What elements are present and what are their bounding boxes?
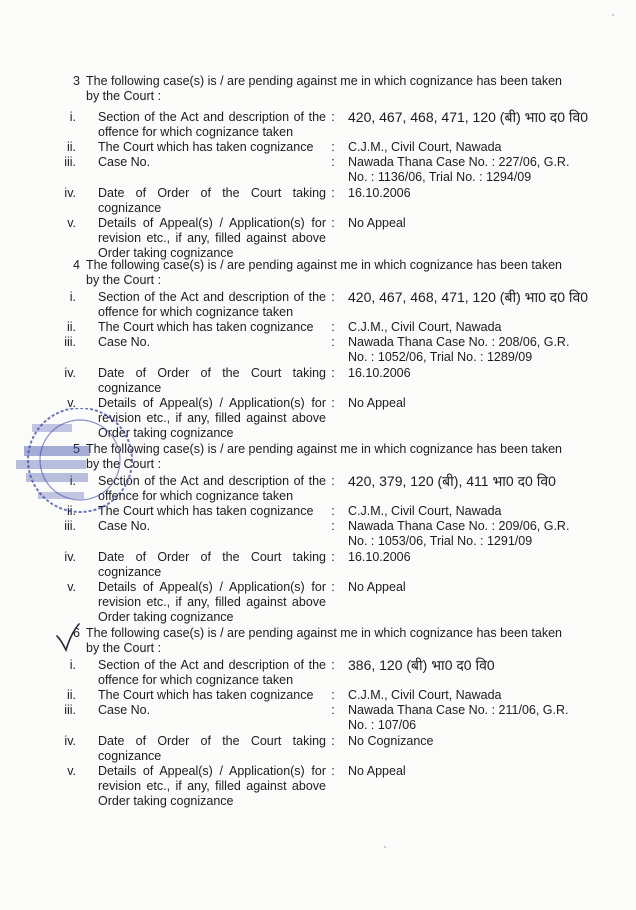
row-label: Section of the Act and description of the offence for which cognizance taken bbox=[98, 110, 326, 139]
colon: : bbox=[331, 186, 335, 200]
row-label: Details of Appeal(s) / Application(s) for revision etc., if any, filled against above Order taking cognizance bbox=[98, 396, 326, 440]
section-heading: The following case(s) is / are pending against me in which cognizance has been taken by the Court : bbox=[86, 74, 562, 103]
colon: : bbox=[331, 290, 335, 304]
row-number: iii. bbox=[64, 155, 76, 169]
row-number: iv. bbox=[64, 550, 76, 564]
row-value: 16.10.2006 bbox=[348, 550, 411, 564]
row-label: Details of Appeal(s) / Application(s) for revision etc., if any, filled against above Order taking cognizance bbox=[98, 580, 326, 624]
colon: : bbox=[331, 703, 335, 717]
section-number: 3 bbox=[73, 74, 80, 88]
row-number: ii. bbox=[66, 140, 76, 154]
row-number: v. bbox=[67, 216, 76, 230]
row-number: iii. bbox=[64, 335, 76, 349]
section-heading: The following case(s) is / are pending against me in which cognizance has been taken by the Court : bbox=[86, 442, 562, 471]
row-label: Case No. bbox=[98, 335, 151, 349]
section-number: 5 bbox=[73, 442, 80, 456]
row-label: Date of Order of the Court taking cognizance bbox=[98, 366, 326, 395]
row-value: C.J.M., Civil Court, Nawada bbox=[348, 688, 502, 702]
row-number: v. bbox=[67, 396, 76, 410]
colon: : bbox=[331, 580, 335, 594]
row-label: The Court which has taken cognizance bbox=[98, 320, 314, 334]
colon: : bbox=[331, 550, 335, 564]
row-number: i. bbox=[69, 110, 76, 124]
row-label: Case No. bbox=[98, 155, 151, 169]
row-label: Section of the Act and description of the offence for which cognizance taken bbox=[98, 290, 326, 319]
row-number: iv. bbox=[64, 186, 76, 200]
row-value: Nawada Thana Case No. : 211/06, G.R. No. : 107/06 bbox=[348, 703, 569, 732]
row-value: Nawada Thana Case No. : 208/06, G.R. No. : 1052/06, Trial No. : 1289/09 bbox=[348, 335, 570, 364]
row-number: v. bbox=[67, 764, 76, 778]
colon: : bbox=[331, 504, 335, 518]
row-number: i. bbox=[69, 290, 76, 304]
row-number: i. bbox=[69, 474, 76, 488]
row-value: 16.10.2006 bbox=[348, 186, 411, 200]
row-value: Nawada Thana Case No. : 209/06, G.R. No. : 1053/06, Trial No. : 1291/09 bbox=[348, 519, 570, 548]
colon: : bbox=[331, 110, 335, 124]
colon: : bbox=[331, 764, 335, 778]
section-heading: The following case(s) is / are pending against me in which cognizance has been taken by the Court : bbox=[86, 626, 562, 655]
row-label: The Court which has taken cognizance bbox=[98, 504, 314, 518]
row-number: ii. bbox=[66, 504, 76, 518]
colon: : bbox=[331, 658, 335, 672]
colon: : bbox=[331, 155, 335, 169]
row-label: Case No. bbox=[98, 703, 151, 717]
row-value: No Cognizance bbox=[348, 734, 434, 748]
row-label: Date of Order of the Court taking cognizance bbox=[98, 734, 326, 763]
row-label: Case No. bbox=[98, 519, 151, 533]
colon: : bbox=[331, 216, 335, 230]
row-label: The Court which has taken cognizance bbox=[98, 688, 314, 702]
handwritten-tick-mark bbox=[55, 622, 81, 652]
row-number: iii. bbox=[64, 703, 76, 717]
row-number: v. bbox=[67, 580, 76, 594]
colon: : bbox=[331, 140, 335, 154]
official-seal-stamp bbox=[2, 408, 142, 518]
row-label: Section of the Act and description of the offence for which cognizance taken bbox=[98, 474, 326, 503]
row-value: No Appeal bbox=[348, 764, 406, 778]
row-value: No Appeal bbox=[348, 580, 406, 594]
section-number: 6 bbox=[73, 626, 80, 640]
scan-speck bbox=[384, 846, 386, 848]
row-label: Date of Order of the Court taking cognizance bbox=[98, 186, 326, 215]
row-value: C.J.M., Civil Court, Nawada bbox=[348, 504, 502, 518]
colon: : bbox=[331, 366, 335, 380]
colon: : bbox=[331, 320, 335, 334]
row-value: No Appeal bbox=[348, 216, 406, 230]
colon: : bbox=[331, 688, 335, 702]
row-value: 420, 467, 468, 471, 120 (बी) भा0 द0 वि0 bbox=[348, 109, 589, 125]
row-value: C.J.M., Civil Court, Nawada bbox=[348, 320, 502, 334]
row-number: i. bbox=[69, 658, 76, 672]
row-number: ii. bbox=[66, 320, 76, 334]
row-label: Section of the Act and description of the offence for which cognizance taken bbox=[98, 658, 326, 687]
row-label: Date of Order of the Court taking cognizance bbox=[98, 550, 326, 579]
scan-speck bbox=[612, 14, 614, 16]
row-label: Details of Appeal(s) / Application(s) for revision etc., if any, filled against above Order taking cognizance bbox=[98, 764, 326, 808]
row-value: 16.10.2006 bbox=[348, 366, 411, 380]
row-number: iii. bbox=[64, 519, 76, 533]
row-value: 386, 120 (बी) भा0 द0 वि0 bbox=[348, 657, 495, 673]
row-value: 420, 379, 120 (बी), 411 भा0 द0 वि0 bbox=[348, 473, 556, 489]
row-value: No Appeal bbox=[348, 396, 406, 410]
section-heading: The following case(s) is / are pending against me in which cognizance has been taken by the Court : bbox=[86, 258, 562, 287]
row-number: iv. bbox=[64, 366, 76, 380]
colon: : bbox=[331, 396, 335, 410]
colon: : bbox=[331, 734, 335, 748]
colon: : bbox=[331, 519, 335, 533]
section-number: 4 bbox=[73, 258, 80, 272]
row-label: The Court which has taken cognizance bbox=[98, 140, 314, 154]
row-number: iv. bbox=[64, 734, 76, 748]
colon: : bbox=[331, 335, 335, 349]
row-label: Details of Appeal(s) / Application(s) for revision etc., if any, filled against above Order taking cognizance bbox=[98, 216, 326, 260]
colon: : bbox=[331, 474, 335, 488]
row-value: Nawada Thana Case No. : 227/06, G.R. No. : 1136/06, Trial No. : 1294/09 bbox=[348, 155, 570, 184]
row-number: ii. bbox=[66, 688, 76, 702]
row-value: C.J.M., Civil Court, Nawada bbox=[348, 140, 502, 154]
row-value: 420, 467, 468, 471, 120 (बी) भा0 द0 वि0 bbox=[348, 289, 589, 305]
